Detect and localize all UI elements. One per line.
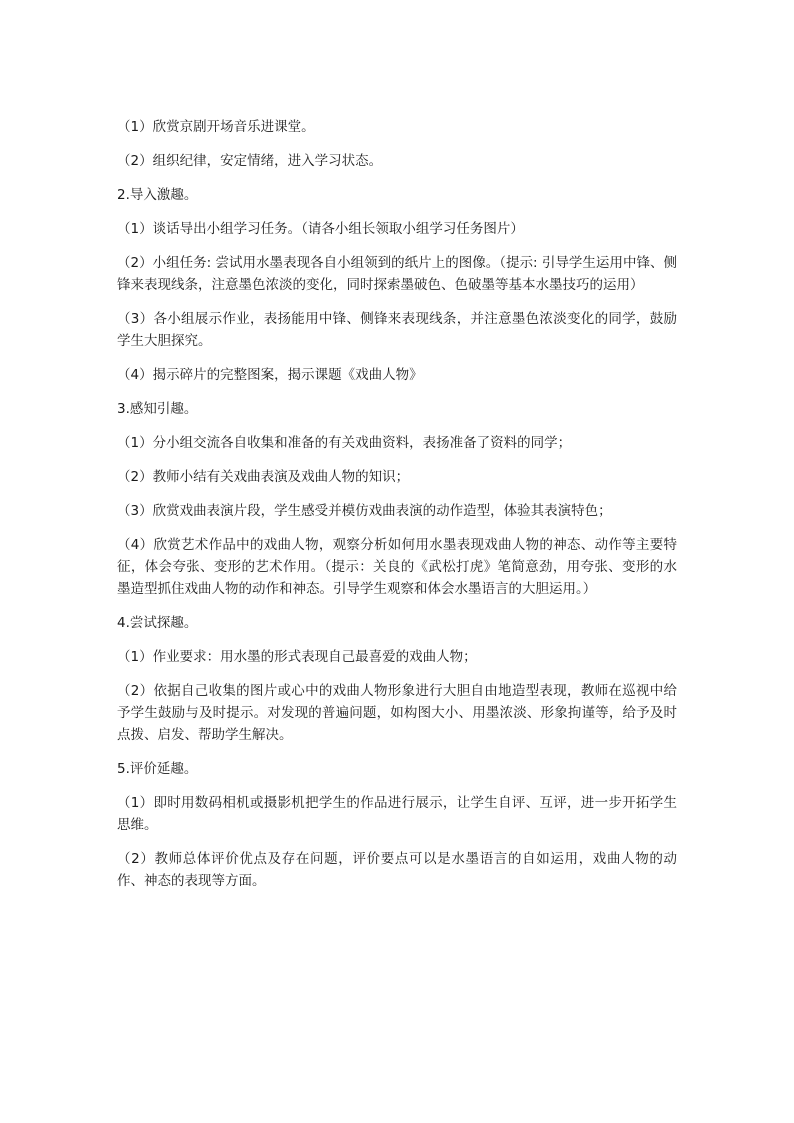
section-heading: 4.尝试探趣。 — [117, 615, 198, 631]
list-item: （2）组织纪律，安定情绪，进入学习状态。 — [117, 153, 383, 169]
section-heading: 2.导入激趣。 — [117, 187, 198, 203]
list-item: （2）教师小结有关戏曲表演及戏曲人物的知识； — [117, 469, 410, 485]
list-item: （3）各小组展示作业，表扬能用中锋、侧锋来表现线条，并注意墨色浓淡变化的同学，鼓励学生大胆探究。 — [117, 311, 677, 349]
list-item: （2）依据自己收集的图片或心中的戏曲人物形象进行大胆自由地造型表现，教师在巡视中给予学生鼓励与及时提示。对发现的普遍问题，如构图大小、用墨浓淡、形象拘谨等，给予及时点拨、启发、帮助学生解决。 — [117, 683, 677, 743]
list-item: （1）分小组交流各自收集和准备的有关戏曲资料，表扬准备了资料的同学； — [117, 435, 572, 451]
section-heading: 3.感知引趣。 — [117, 401, 198, 417]
list-item: （1）作业要求：用水墨的形式表现自己最喜爱的戏曲人物； — [117, 649, 477, 665]
list-item: （2）小组任务: 尝试用水墨表现各自小组领到的纸片上的图像。（提示: 引导学生运用中锋、侧锋来表现线条，注意墨色浓淡的变化，同时探索墨破色、色破墨等基本水墨技巧的运用） — [117, 255, 677, 293]
list-item: （4）欣赏艺术作品中的戏曲人物，观察分析如何用水墨表现戏曲人物的神态、动作等主要特征，体会夸张、变形的艺术作用。（提示：关良的《武松打虎》笔简意劲，用夸张、变形的水墨造型抓住戏曲人物的动作和神态。引导学生观察和体会水墨语言的大胆运用。） — [117, 537, 677, 597]
list-item: （1）欣赏京剧开场音乐进课堂。 — [117, 119, 315, 135]
list-item: （1）即时用数码相机或摄影机把学生的作品进行展示，让学生自评、互评，进一步开拓学生思维。 — [117, 795, 677, 833]
list-item: （3）欣赏戏曲表演片段，学生感受并模仿戏曲表演的动作造型，体验其表演特色； — [117, 503, 612, 519]
list-item: （1）谈话导出小组学习任务。（请各小组长领取小组学习任务图片） — [117, 221, 524, 237]
section-heading: 5.评价延趣。 — [117, 761, 198, 777]
list-item: （2）教师总体评价优点及存在问题，评价要点可以是水墨语言的自如运用，戏曲人物的动作、神态的表现等方面。 — [117, 851, 677, 889]
list-item: （4）揭示碎片的完整图案，揭示课题《戏曲人物》 — [117, 367, 423, 383]
document-body — [117, 116, 677, 904]
